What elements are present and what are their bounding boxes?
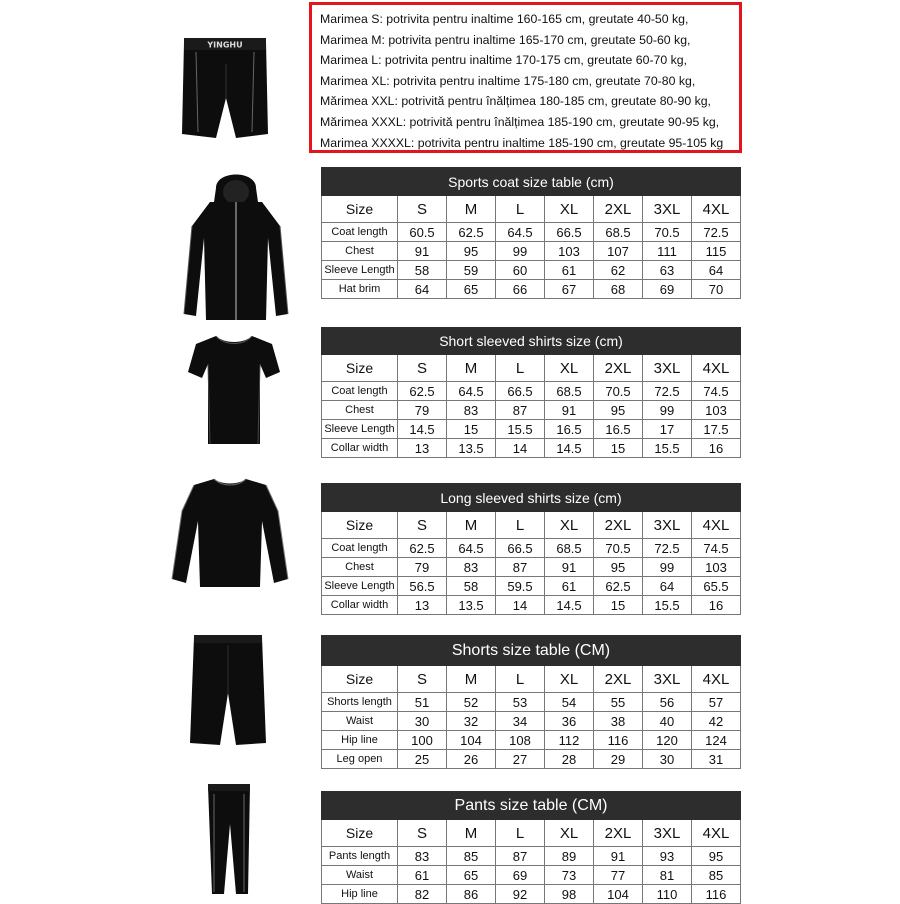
row-label: Coat length xyxy=(322,382,398,401)
cell: 16 xyxy=(692,596,741,615)
cell: 66.5 xyxy=(545,223,594,242)
table-row xyxy=(322,885,741,904)
cell: 107 xyxy=(594,242,643,261)
cell: 58 xyxy=(398,261,447,280)
cell: 26 xyxy=(447,750,496,769)
row-label: Hip line xyxy=(322,731,398,750)
cell: 59.5 xyxy=(496,577,545,596)
size-col: 4XL xyxy=(692,196,741,223)
cell: 91 xyxy=(398,242,447,261)
cell: 99 xyxy=(496,242,545,261)
cell: 60.5 xyxy=(398,223,447,242)
table-title: Pants size table (CM) xyxy=(322,792,741,820)
cell: 112 xyxy=(545,731,594,750)
row-label: Chest xyxy=(322,242,398,261)
row-label: Shorts length xyxy=(322,693,398,712)
loose-shorts-image xyxy=(188,633,268,748)
cell: 14 xyxy=(496,596,545,615)
cell: 95 xyxy=(594,558,643,577)
cell: 15 xyxy=(447,420,496,439)
size-col: XL xyxy=(545,196,594,223)
cell: 56.5 xyxy=(398,577,447,596)
sports-coat-size-table xyxy=(321,167,741,299)
cell: 14.5 xyxy=(398,420,447,439)
cell: 81 xyxy=(643,866,692,885)
size-col: S xyxy=(398,820,447,847)
cell: 60 xyxy=(496,261,545,280)
cell: 17.5 xyxy=(692,420,741,439)
row-label: Waist xyxy=(322,712,398,731)
cell: 62 xyxy=(594,261,643,280)
cell: 87 xyxy=(496,558,545,577)
cell: 58 xyxy=(447,577,496,596)
cell: 70.5 xyxy=(594,539,643,558)
info-line-xxxl: Mărimea XXXL: potrivită pentru înălțimea 185-190 cm, greutate 90-95 kg, xyxy=(320,114,720,129)
cell: 92 xyxy=(496,885,545,904)
cell: 65.5 xyxy=(692,577,741,596)
cell: 13.5 xyxy=(447,596,496,615)
cell: 16.5 xyxy=(594,420,643,439)
cell: 115 xyxy=(692,242,741,261)
table-row xyxy=(322,731,741,750)
row-label: Waist xyxy=(322,866,398,885)
row-label: Coat length xyxy=(322,539,398,558)
size-col: L xyxy=(496,355,545,382)
waistband-text: YINGHU xyxy=(207,40,243,50)
cell: 32 xyxy=(447,712,496,731)
cell: 59 xyxy=(447,261,496,280)
cell: 87 xyxy=(496,847,545,866)
cell: 61 xyxy=(545,261,594,280)
size-col: S xyxy=(398,666,447,693)
info-line-xxxxl: Marimea XXXXL: potrivita pentru inaltime 185-190 cm, greutate 95-105 kg xyxy=(320,135,724,150)
cell: 98 xyxy=(545,885,594,904)
cell: 62.5 xyxy=(447,223,496,242)
cell: 89 xyxy=(545,847,594,866)
pants-size-table xyxy=(321,791,741,904)
cell: 72.5 xyxy=(643,539,692,558)
size-header: Size xyxy=(322,512,398,539)
cell: 57 xyxy=(692,693,741,712)
table-title: Long sleeved shirts size (cm) xyxy=(322,484,741,512)
cell: 69 xyxy=(643,280,692,299)
row-label: Collar width xyxy=(322,439,398,458)
cell: 68 xyxy=(594,280,643,299)
row-label: Collar width xyxy=(322,596,398,615)
cell: 13 xyxy=(398,596,447,615)
cell: 62.5 xyxy=(398,382,447,401)
table-title: Shorts size table (CM) xyxy=(322,636,741,666)
cell: 66 xyxy=(496,280,545,299)
cell: 62.5 xyxy=(594,577,643,596)
cell: 36 xyxy=(545,712,594,731)
size-col: 4XL xyxy=(692,820,741,847)
cell: 95 xyxy=(447,242,496,261)
compression-pants-image xyxy=(204,782,254,898)
size-header: Size xyxy=(322,196,398,223)
size-col: 2XL xyxy=(594,820,643,847)
row-label: Sleeve Length xyxy=(322,420,398,439)
cell: 86 xyxy=(447,885,496,904)
size-col: L xyxy=(496,820,545,847)
size-header: Size xyxy=(322,666,398,693)
cell: 95 xyxy=(594,401,643,420)
cell: 91 xyxy=(545,558,594,577)
size-col: 2XL xyxy=(594,666,643,693)
cell: 103 xyxy=(545,242,594,261)
size-col: 4XL xyxy=(692,355,741,382)
cell: 110 xyxy=(643,885,692,904)
size-info-box xyxy=(309,2,742,153)
short-sleeve-shirt-image xyxy=(186,330,282,448)
long-sleeve-shirt-image xyxy=(170,475,290,590)
cell: 31 xyxy=(692,750,741,769)
cell: 85 xyxy=(447,847,496,866)
table-row xyxy=(322,280,741,299)
info-line-xxl: Mărimea XXL: potrivită pentru înălțimea 180-185 cm, greutate 80-90 kg, xyxy=(320,94,711,109)
cell: 25 xyxy=(398,750,447,769)
cell: 70.5 xyxy=(643,223,692,242)
cell: 64.5 xyxy=(447,382,496,401)
cell: 65 xyxy=(447,866,496,885)
cell: 53 xyxy=(496,693,545,712)
size-col: M xyxy=(447,355,496,382)
compression-shorts-image xyxy=(176,34,276,142)
cell: 74.5 xyxy=(692,539,741,558)
table-title: Short sleeved shirts size (cm) xyxy=(322,328,741,355)
cell: 16 xyxy=(692,439,741,458)
table-row xyxy=(322,577,741,596)
row-label: Leg open xyxy=(322,750,398,769)
row-label: Chest xyxy=(322,558,398,577)
cell: 68.5 xyxy=(545,539,594,558)
cell: 77 xyxy=(594,866,643,885)
cell: 124 xyxy=(692,731,741,750)
table-row xyxy=(322,596,741,615)
cell: 15 xyxy=(594,439,643,458)
table-row xyxy=(322,847,741,866)
cell: 120 xyxy=(643,731,692,750)
size-col: L xyxy=(496,196,545,223)
info-line-l: Marimea L: potrivita pentru inaltime 170-175 cm, greutate 60-70 kg, xyxy=(320,53,688,68)
cell: 30 xyxy=(643,750,692,769)
table-row xyxy=(322,261,741,280)
cell: 103 xyxy=(692,401,741,420)
cell: 68.5 xyxy=(594,223,643,242)
cell: 38 xyxy=(594,712,643,731)
cell: 99 xyxy=(643,401,692,420)
cell: 42 xyxy=(692,712,741,731)
cell: 64 xyxy=(643,577,692,596)
cell: 83 xyxy=(447,558,496,577)
cell: 15.5 xyxy=(643,439,692,458)
table-row xyxy=(322,242,741,261)
row-label: Pants length xyxy=(322,847,398,866)
size-col: 3XL xyxy=(643,196,692,223)
cell: 64 xyxy=(692,261,741,280)
cell: 27 xyxy=(496,750,545,769)
size-col: S xyxy=(398,355,447,382)
cell: 70 xyxy=(692,280,741,299)
size-header: Size xyxy=(322,820,398,847)
cell: 64.5 xyxy=(496,223,545,242)
cell: 74.5 xyxy=(692,382,741,401)
cell: 15.5 xyxy=(643,596,692,615)
table-row xyxy=(322,401,741,420)
cell: 54 xyxy=(545,693,594,712)
info-line-m: Marimea M: potrivita pentru inaltime 165-170 cm, greutate 50-60 kg, xyxy=(320,32,691,47)
cell: 62.5 xyxy=(398,539,447,558)
size-col: 2XL xyxy=(594,512,643,539)
shorts-size-table xyxy=(321,635,741,769)
table-row xyxy=(322,420,741,439)
size-col: S xyxy=(398,512,447,539)
size-col: XL xyxy=(545,355,594,382)
row-label: Hip line xyxy=(322,885,398,904)
row-label: Sleeve Length xyxy=(322,261,398,280)
size-col: L xyxy=(496,666,545,693)
size-col: 2XL xyxy=(594,355,643,382)
size-header: Size xyxy=(322,355,398,382)
table-row xyxy=(322,712,741,731)
table-row xyxy=(322,750,741,769)
cell: 111 xyxy=(643,242,692,261)
cell: 66.5 xyxy=(496,382,545,401)
cell: 29 xyxy=(594,750,643,769)
table-row xyxy=(322,558,741,577)
cell: 72.5 xyxy=(692,223,741,242)
row-label: Hat brim xyxy=(322,280,398,299)
table-row xyxy=(322,382,741,401)
cell: 83 xyxy=(447,401,496,420)
table-row xyxy=(322,223,741,242)
cell: 87 xyxy=(496,401,545,420)
cell: 66.5 xyxy=(496,539,545,558)
cell: 67 xyxy=(545,280,594,299)
cell: 103 xyxy=(692,558,741,577)
cell: 104 xyxy=(447,731,496,750)
cell: 73 xyxy=(545,866,594,885)
size-col: 3XL xyxy=(643,355,692,382)
cell: 69 xyxy=(496,866,545,885)
size-col: 4XL xyxy=(692,666,741,693)
cell: 85 xyxy=(692,866,741,885)
size-col: 3XL xyxy=(643,820,692,847)
cell: 100 xyxy=(398,731,447,750)
size-col: L xyxy=(496,512,545,539)
cell: 61 xyxy=(545,577,594,596)
cell: 91 xyxy=(545,401,594,420)
cell: 70.5 xyxy=(594,382,643,401)
table-row xyxy=(322,439,741,458)
cell: 72.5 xyxy=(643,382,692,401)
cell: 83 xyxy=(398,847,447,866)
cell: 14.5 xyxy=(545,596,594,615)
cell: 65 xyxy=(447,280,496,299)
row-label: Chest xyxy=(322,401,398,420)
cell: 15.5 xyxy=(496,420,545,439)
cell: 95 xyxy=(692,847,741,866)
cell: 91 xyxy=(594,847,643,866)
cell: 51 xyxy=(398,693,447,712)
cell: 52 xyxy=(447,693,496,712)
cell: 68.5 xyxy=(545,382,594,401)
size-col: XL xyxy=(545,666,594,693)
cell: 108 xyxy=(496,731,545,750)
cell: 14 xyxy=(496,439,545,458)
cell: 93 xyxy=(643,847,692,866)
cell: 55 xyxy=(594,693,643,712)
cell: 99 xyxy=(643,558,692,577)
cell: 63 xyxy=(643,261,692,280)
cell: 13.5 xyxy=(447,439,496,458)
size-col: XL xyxy=(545,512,594,539)
size-col: 3XL xyxy=(643,512,692,539)
cell: 13 xyxy=(398,439,447,458)
info-line-xl: Marimea XL: potrivita pentru inaltime 175-180 cm, greutate 70-80 kg, xyxy=(320,73,696,88)
table-row xyxy=(322,539,741,558)
table-title: Sports coat size table (cm) xyxy=(322,168,741,196)
size-col: XL xyxy=(545,820,594,847)
table-row xyxy=(322,866,741,885)
cell: 28 xyxy=(545,750,594,769)
size-col: M xyxy=(447,666,496,693)
info-line-s: Marimea S: potrivita pentru inaltime 160-165 cm, greutate 40-50 kg, xyxy=(320,12,689,26)
size-col: S xyxy=(398,196,447,223)
cell: 104 xyxy=(594,885,643,904)
size-col: M xyxy=(447,512,496,539)
cell: 56 xyxy=(643,693,692,712)
cell: 116 xyxy=(692,885,741,904)
size-col: 3XL xyxy=(643,666,692,693)
short-sleeve-shirt-size-table xyxy=(321,327,741,458)
cell: 17 xyxy=(643,420,692,439)
size-col: M xyxy=(447,820,496,847)
size-col: M xyxy=(447,196,496,223)
cell: 30 xyxy=(398,712,447,731)
cell: 64.5 xyxy=(447,539,496,558)
cell: 79 xyxy=(398,401,447,420)
cell: 15 xyxy=(594,596,643,615)
cell: 64 xyxy=(398,280,447,299)
hooded-sports-coat-image xyxy=(180,168,292,324)
size-col: 2XL xyxy=(594,196,643,223)
cell: 40 xyxy=(643,712,692,731)
table-row xyxy=(322,693,741,712)
cell: 34 xyxy=(496,712,545,731)
row-label: Coat length xyxy=(322,223,398,242)
size-col: 4XL xyxy=(692,512,741,539)
cell: 82 xyxy=(398,885,447,904)
cell: 61 xyxy=(398,866,447,885)
row-label: Sleeve Length xyxy=(322,577,398,596)
cell: 14.5 xyxy=(545,439,594,458)
cell: 116 xyxy=(594,731,643,750)
cell: 16.5 xyxy=(545,420,594,439)
long-sleeve-shirt-size-table xyxy=(321,483,741,615)
cell: 79 xyxy=(398,558,447,577)
